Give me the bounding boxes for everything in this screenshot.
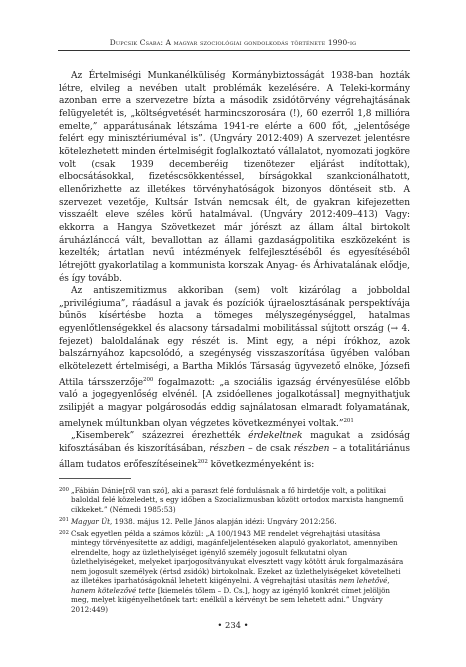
footnote-text <box>71 517 410 526</box>
header-rule <box>58 50 410 51</box>
footnotes <box>59 486 410 617</box>
paragraph-3 <box>59 430 410 471</box>
footnote-201 <box>59 517 410 526</box>
footnote-text: „Fábián Dánie[ről van szó], aki a paraszt felé fordulásnak a fő hirdetője volt, a politikai baloldal felé közeledett, s egy időben a Szocializmusban között ortodox marxista hangnemű cikkeket.” (Némedi 1985:53) <box>71 486 404 514</box>
footnote-ref-200[interactable]: 200 <box>143 376 154 383</box>
footnote-number: 201 <box>59 517 69 524</box>
footnote-body: , 1938. május 12. Pelle János alapján idézi: Ungváry 2012:256. <box>110 516 337 526</box>
footnote-number: 200 <box>59 486 69 493</box>
footnote-200 <box>59 486 410 514</box>
paragraph-2 <box>59 285 410 430</box>
italic-term: részben <box>209 444 245 455</box>
footnote-body-end: [kiemelés tőlem – D. Cs.], hogy az igénylő konkrét címet jelöljön meg, melyet kiigényelhetőnek tart: enélkül a kérvényt be sem lehetett adni.” Ungváry 2012:449) <box>71 585 391 614</box>
footnote-202 <box>59 529 410 614</box>
paragraph-2-text: Az antiszemitizmus akkoriban (sem) volt kizárólag a jobboldal „privilégiuma”, ráadásul a javak és pozíciók újraelosztásának perspektívája bűnös kísértésbe hozta a tömeges mélyszegénységgel, hatalmas egyenlőtlenségekkel és alacsony társadalmi mobilitással sújtott ország (→ 4. fejezet) baloldalának egy részét is. Mint egy, a népi írókhoz, azok balszárnyához kapcsolódó, a szegénység visszaszorítása ügyében valóban elkötelezett értelmiségi, a Bartha Miklós Társaság ügyvezető elnöke, Józsefi Attila társszerzője <box>59 286 410 388</box>
running-header: Dupcsik Csaba: A magyar szociológiai gondolkodás története 1990-ig <box>109 38 357 47</box>
paragraph-3-text: „Kisemberek” százezrei érezhették érdekeltnek magukat a zsidóság kifosztásában és kiszorításában, részben – de csak részben – a totalitáriánus állam tudatos erőfeszítéseinek <box>59 431 411 470</box>
paragraph-1: Az Értelmiségi Munkanélküliség Kormánybiztosságát 1938-ban hozták létre, elvileg a nevében utalt problémák kezelésére. A Teleki-kormány azonban erre a szervezetre bízta a második zsidótörvény végrehajtásának felügyeletét is, „költségvetését harmincszorosára (!), 60 ezerről 1,8 millióra emelte,” apparátusának létszáma 1941-re elérte a 600 főt, „jelentősége felért egy minisztériuméval is”. (Ungváry 2012:409) A szervezet jelentésre kötelezhetett minden értelmiségit foglalkoztató vállalatot, nyomozati jogköre volt (csak 1939 decemberéig tizenötezer eljárást indítottak), elbocsátásokkal, fizetéscsökkentéssel, bírságokkal szankcionálhatott, ellenőrizhette az illetékes törvényhatóságok bizonyos döntéseit stb. A szervezet vezetője, Kultsár István nemcsak élt, de gyakran kifejezetten visszaélt eleve széles körű hatalmával. (Ungváry 2012:409–413) Vagy: ekkorra a Hangya Szövetkezet már jórészt az állam által birtokolt áruházlánccá vált, bevallottan az állami gazdaságpolitika eszközeként is kezelték; ártatlan nevű intézmények felfejlesztéséből és egyesítéséből létrejött gyakorlatilag a kommunista korszak Anyag- és Árhivatalának elődje, és így tovább. <box>59 71 410 284</box>
paragraph-2-continuation: fogalmazott: „a szociális igazság érvényesülése előbb való a jogegyenlőség elvénél. [A zsidóellenes jogalkotással] megnyithatjuk zsilipjét a magyar polgárosodás eddig sajnálatosan elmaradt folyamatának, amelynek múltunkban olyan végzetes következményei voltak.” <box>59 377 411 429</box>
paragraph-3-end: következményeként is: <box>207 459 315 470</box>
main-text <box>59 70 410 471</box>
footnote-title: Magyar Út <box>71 516 111 526</box>
footnote-text <box>71 529 410 614</box>
footnote-ref-202[interactable]: 202 <box>197 458 208 465</box>
footnote-rule <box>59 478 131 479</box>
page-number: • 234 • <box>217 620 249 630</box>
footnote-emphasis: nem lehetővé, hanem kötelezővé tette <box>71 576 390 595</box>
footnote-body: Csak egyetlen példa a számos közül: „A 100/1943 ME rendelet végrehajtási utasítása mintegy törvényesítette az addigi, magánfeljelentéseken alapuló gyakorlatot, amennyiben elrendelte, hogy az üzlethelyiséget igénylő személy jogosult felkutatni olyan üzlethelyiségeket, melyeket iparjogosítványukat elvesztett vagy kötött áruk forgalmazására nem jogosult személyek (értsd zsidók) birtokolnak. Ezeket az üzlethelyiségeket követelheti az illetékes iparhatóságoknál lehetett kiigényelni. A végrehajtási utasítás <box>71 529 404 586</box>
footnote-ref-201[interactable]: 201 <box>343 417 354 424</box>
footnote-number: 202 <box>59 529 69 536</box>
italic-term: érdekeltnek <box>248 431 303 442</box>
italic-term: részben <box>293 444 330 455</box>
